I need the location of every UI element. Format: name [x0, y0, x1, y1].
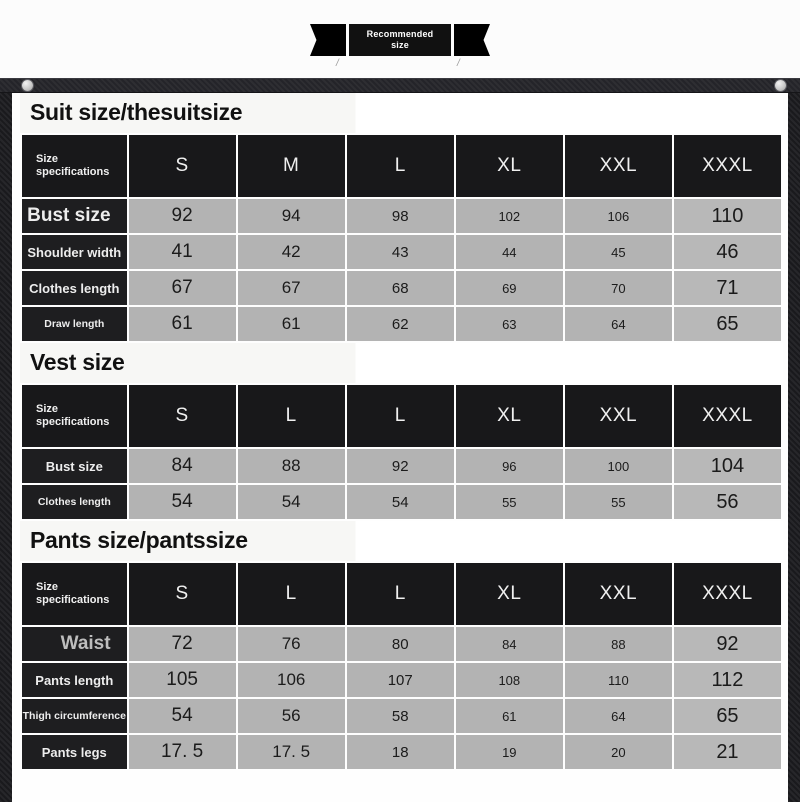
table-cell: 110 — [565, 663, 672, 697]
section-title: Pants size/pantssize — [20, 521, 783, 561]
table-cell: 94 — [238, 199, 345, 233]
table-cell: 65 — [674, 307, 781, 341]
spec-label-line2: specifications — [36, 166, 110, 178]
column-header: XL — [456, 385, 563, 447]
column-header: XXXL — [674, 385, 781, 447]
table-cell: 84 — [456, 627, 563, 661]
column-header: L — [347, 135, 454, 197]
spec-label-line2: specifications — [36, 416, 110, 428]
table-cell: 71 — [674, 271, 781, 305]
tick-mark-right: / — [457, 58, 460, 69]
ribbon — [310, 24, 490, 56]
table-cell: 58 — [347, 699, 454, 733]
column-header: S — [129, 385, 236, 447]
table-row — [22, 199, 781, 233]
size-table — [20, 133, 783, 343]
table-cell: 54 — [238, 485, 345, 519]
table-cell: 105 — [129, 663, 236, 697]
table-cell: 21 — [674, 735, 781, 769]
table-header-row — [22, 385, 781, 447]
table-cell: 54 — [347, 485, 454, 519]
size-section — [20, 521, 783, 771]
row-label: Waist — [22, 627, 127, 661]
ribbon-label-line1: Recommended — [366, 28, 434, 39]
table-cell: 67 — [129, 271, 236, 305]
row-label: Pants length — [22, 663, 127, 697]
row-label: Bust size — [22, 449, 127, 483]
recommended-size-banner — [0, 0, 800, 78]
table-cell: 104 — [674, 449, 781, 483]
table-cell: 45 — [565, 235, 672, 269]
row-label: Bust size — [22, 199, 127, 233]
rail-handle-left-icon[interactable] — [22, 80, 33, 91]
column-header: M — [238, 135, 345, 197]
column-header: L — [347, 563, 454, 625]
table-cell: 106 — [565, 199, 672, 233]
table-row — [22, 627, 781, 661]
column-header: S — [129, 135, 236, 197]
size-table — [20, 383, 783, 521]
column-header: XXXL — [674, 135, 781, 197]
table-cell: 96 — [456, 449, 563, 483]
table-cell: 61 — [129, 307, 236, 341]
table-cell: 98 — [347, 199, 454, 233]
column-header: L — [347, 385, 454, 447]
spec-label-line1: Size — [36, 402, 59, 415]
table-cell: 106 — [238, 663, 345, 697]
size-section — [20, 93, 783, 343]
column-header: XXL — [565, 563, 672, 625]
table-row — [22, 235, 781, 269]
table-row — [22, 663, 781, 697]
table-cell: 19 — [456, 735, 563, 769]
table-cell: 110 — [674, 199, 781, 233]
table-cell: 76 — [238, 627, 345, 661]
table-cell: 112 — [674, 663, 781, 697]
table-cell: 92 — [674, 627, 781, 661]
table-cell: 68 — [347, 271, 454, 305]
table-cell: 108 — [456, 663, 563, 697]
table-cell: 67 — [238, 271, 345, 305]
tick-mark-left: / — [336, 58, 339, 69]
table-cell: 100 — [565, 449, 672, 483]
table-row — [22, 735, 781, 769]
table-cell: 18 — [347, 735, 454, 769]
table-row — [22, 485, 781, 519]
size-specifications-header — [22, 135, 127, 197]
column-header: XL — [456, 135, 563, 197]
ribbon-tail-right-icon — [454, 24, 490, 56]
table-cell: 92 — [129, 199, 236, 233]
spec-label-line1: Size — [36, 580, 59, 593]
sections-container — [12, 93, 788, 771]
table-cell: 55 — [565, 485, 672, 519]
table-cell: 55 — [456, 485, 563, 519]
row-label: Shoulder width — [22, 235, 127, 269]
row-label: Clothes length — [22, 485, 127, 519]
table-cell: 42 — [238, 235, 345, 269]
table-row — [22, 271, 781, 305]
table-cell: 69 — [456, 271, 563, 305]
column-header: S — [129, 563, 236, 625]
table-cell: 54 — [129, 699, 236, 733]
table-cell: 102 — [456, 199, 563, 233]
row-label: Thigh circumference — [22, 699, 127, 733]
table-cell: 84 — [129, 449, 236, 483]
table-cell: 17. 5 — [129, 735, 236, 769]
table-cell: 61 — [238, 307, 345, 341]
table-cell: 46 — [674, 235, 781, 269]
column-header: L — [238, 563, 345, 625]
size-specifications-header — [22, 563, 127, 625]
table-cell: 64 — [565, 699, 672, 733]
column-header: L — [238, 385, 345, 447]
table-row — [22, 699, 781, 733]
section-title: Suit size/thesuitsize — [20, 93, 783, 133]
table-cell: 88 — [238, 449, 345, 483]
ribbon-label — [349, 24, 451, 56]
table-cell: 41 — [129, 235, 236, 269]
table-cell: 44 — [456, 235, 563, 269]
column-header: XL — [456, 563, 563, 625]
ribbon-label-line2: size — [391, 40, 409, 50]
section-title: Vest size — [20, 343, 783, 383]
column-header: XXXL — [674, 563, 781, 625]
size-chart-frame — [0, 93, 800, 802]
spec-label-line1: Size — [36, 152, 59, 165]
table-header-row — [22, 135, 781, 197]
column-header: XXL — [565, 135, 672, 197]
table-cell: 80 — [347, 627, 454, 661]
spec-label-line2: specifications — [36, 594, 110, 606]
table-cell: 61 — [456, 699, 563, 733]
table-cell: 88 — [565, 627, 672, 661]
table-row — [22, 307, 781, 341]
table-cell: 54 — [129, 485, 236, 519]
rail-handle-right-icon[interactable] — [775, 80, 786, 91]
table-cell: 64 — [565, 307, 672, 341]
table-cell: 43 — [347, 235, 454, 269]
row-label: Pants legs — [22, 735, 127, 769]
table-cell: 17. 5 — [238, 735, 345, 769]
top-rail — [0, 78, 800, 93]
table-cell: 72 — [129, 627, 236, 661]
table-cell: 56 — [238, 699, 345, 733]
table-cell: 63 — [456, 307, 563, 341]
size-table — [20, 561, 783, 771]
table-cell: 20 — [565, 735, 672, 769]
table-cell: 107 — [347, 663, 454, 697]
table-cell: 92 — [347, 449, 454, 483]
size-specifications-header — [22, 385, 127, 447]
size-section — [20, 343, 783, 521]
table-header-row — [22, 563, 781, 625]
table-row — [22, 449, 781, 483]
row-label: Draw length — [22, 307, 127, 341]
column-header: XXL — [565, 385, 672, 447]
table-cell: 56 — [674, 485, 781, 519]
ribbon-tail-left-icon — [310, 24, 346, 56]
table-cell: 70 — [565, 271, 672, 305]
row-label: Clothes length — [22, 271, 127, 305]
table-cell: 62 — [347, 307, 454, 341]
table-cell: 65 — [674, 699, 781, 733]
